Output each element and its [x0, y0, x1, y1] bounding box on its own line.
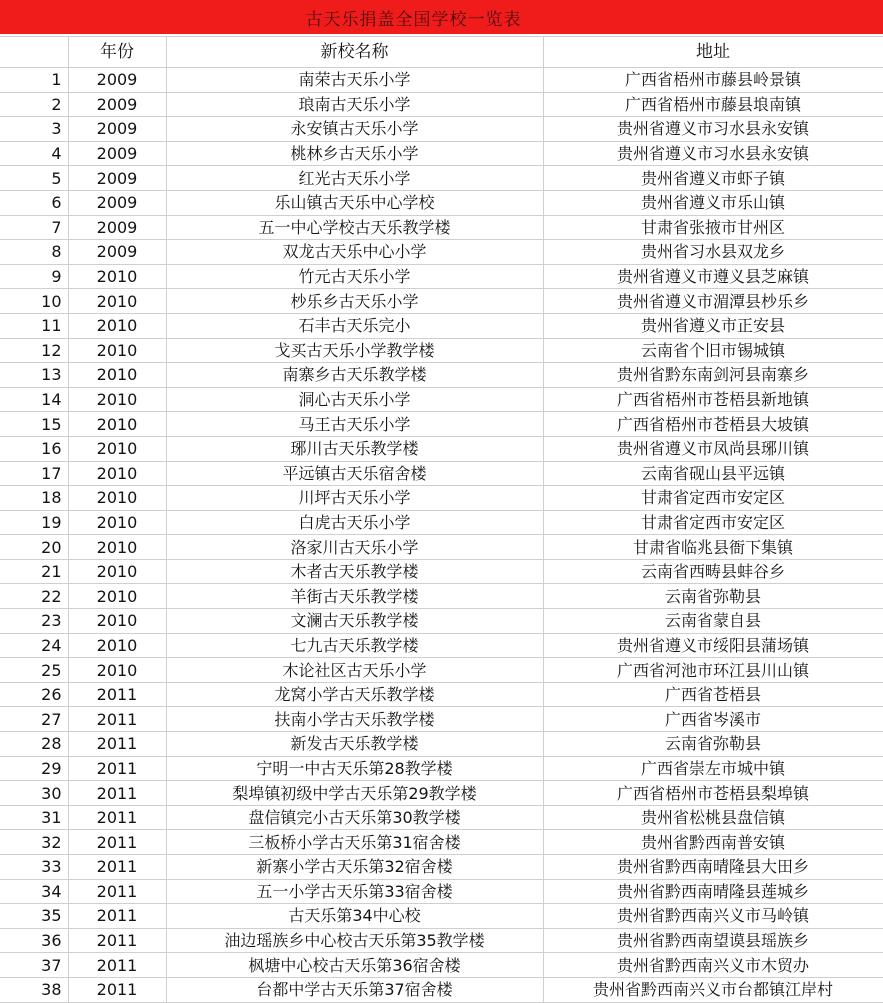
row-index: 38 [0, 977, 68, 1002]
table-row [0, 682, 883, 707]
row-index: 36 [0, 928, 68, 953]
row-year: 2010 [68, 338, 166, 363]
row-school-name: 川坪古天乐小学 [166, 486, 543, 511]
row-index: 14 [0, 387, 68, 412]
row-year: 2010 [68, 584, 166, 609]
row-year: 2009 [68, 117, 166, 142]
row-year: 2011 [68, 682, 166, 707]
row-index: 27 [0, 707, 68, 732]
row-address: 贵州省习水县双龙乡 [543, 240, 883, 265]
row-address: 甘肃省定西市安定区 [543, 510, 883, 535]
row-address: 广西省岑溪市 [543, 707, 883, 732]
row-year: 2011 [68, 928, 166, 953]
row-year: 2011 [68, 805, 166, 830]
row-year: 2010 [68, 387, 166, 412]
row-index: 25 [0, 658, 68, 683]
row-address: 贵州省遵义市遵义县芝麻镇 [543, 264, 883, 289]
row-address: 云南省蒙自县 [543, 609, 883, 634]
row-year: 2010 [68, 510, 166, 535]
row-address: 贵州省遵义市乐山镇 [543, 190, 883, 215]
header-index [0, 37, 68, 68]
row-index: 32 [0, 830, 68, 855]
row-school-name: 乐山镇古天乐中心学校 [166, 190, 543, 215]
row-school-name: 木者古天乐教学楼 [166, 559, 543, 584]
row-school-name: 七九古天乐教学楼 [166, 633, 543, 658]
row-school-name: 木论社区古天乐小学 [166, 658, 543, 683]
table-row [0, 117, 883, 142]
table-row [0, 510, 883, 535]
table-row [0, 855, 883, 880]
row-year: 2011 [68, 781, 166, 806]
row-address: 贵州省黔西南兴义市木贸办 [543, 953, 883, 978]
row-index: 31 [0, 805, 68, 830]
row-school-name: 平远镇古天乐宿舍楼 [166, 461, 543, 486]
row-year: 2011 [68, 830, 166, 855]
row-address: 贵州省遵义市习水县永安镇 [543, 141, 883, 166]
table-row [0, 658, 883, 683]
row-index: 20 [0, 535, 68, 560]
row-index: 9 [0, 264, 68, 289]
row-school-name: 枫塘中心校古天乐第36宿舍楼 [166, 953, 543, 978]
row-index: 6 [0, 190, 68, 215]
row-index: 19 [0, 510, 68, 535]
row-year: 2011 [68, 879, 166, 904]
row-address: 广西省梧州市藤县埌南镇 [543, 92, 883, 117]
row-school-name: 新发古天乐教学楼 [166, 732, 543, 757]
row-year: 2009 [68, 240, 166, 265]
row-index: 2 [0, 92, 68, 117]
row-school-name: 琅南古天乐小学 [166, 92, 543, 117]
row-address: 贵州省黔西南普安镇 [543, 830, 883, 855]
row-school-name: 南荣古天乐小学 [166, 68, 543, 93]
row-address: 贵州省遵义市虾子镇 [543, 166, 883, 191]
row-index: 30 [0, 781, 68, 806]
row-address: 贵州省遵义市湄潭县杪乐乡 [543, 289, 883, 314]
row-year: 2011 [68, 732, 166, 757]
row-index: 8 [0, 240, 68, 265]
row-school-name: 新寨小学古天乐第32宿舍楼 [166, 855, 543, 880]
table-row [0, 68, 883, 93]
row-year: 2009 [68, 166, 166, 191]
row-school-name: 五一中心学校古天乐教学楼 [166, 215, 543, 240]
table-row [0, 756, 883, 781]
row-school-name: 白虎古天乐小学 [166, 510, 543, 535]
row-school-name: 桃林乡古天乐小学 [166, 141, 543, 166]
row-year: 2011 [68, 756, 166, 781]
row-index: 37 [0, 953, 68, 978]
row-year: 2010 [68, 313, 166, 338]
table-row [0, 215, 883, 240]
row-year: 2010 [68, 633, 166, 658]
table-row [0, 732, 883, 757]
header-address: 地址 [543, 37, 883, 68]
title-bar [0, 0, 883, 34]
row-index: 22 [0, 584, 68, 609]
row-address: 广西省苍梧县 [543, 682, 883, 707]
row-address: 甘肃省定西市安定区 [543, 486, 883, 511]
row-year: 2010 [68, 461, 166, 486]
table-row [0, 141, 883, 166]
row-school-name: 琊川古天乐教学楼 [166, 436, 543, 461]
row-address: 云南省个旧市锡城镇 [543, 338, 883, 363]
row-index: 17 [0, 461, 68, 486]
row-year: 2009 [68, 215, 166, 240]
row-address: 贵州省黔西南兴义市台都镇江岸村 [543, 977, 883, 1002]
row-index: 34 [0, 879, 68, 904]
row-index: 16 [0, 436, 68, 461]
row-school-name: 羊街古天乐教学楼 [166, 584, 543, 609]
table-row [0, 781, 883, 806]
table-row [0, 92, 883, 117]
table-row [0, 879, 883, 904]
row-index: 29 [0, 756, 68, 781]
row-index: 18 [0, 486, 68, 511]
row-index: 1 [0, 68, 68, 93]
table-row [0, 461, 883, 486]
row-school-name: 马王古天乐小学 [166, 412, 543, 437]
row-year: 2009 [68, 92, 166, 117]
row-address: 贵州省黔西南兴义市马岭镇 [543, 904, 883, 929]
table-row [0, 904, 883, 929]
table-row [0, 977, 883, 1002]
row-index: 11 [0, 313, 68, 338]
row-school-name: 红光古天乐小学 [166, 166, 543, 191]
row-year: 2010 [68, 412, 166, 437]
row-address: 云南省弥勒县 [543, 732, 883, 757]
table-row [0, 190, 883, 215]
row-address: 贵州省黔西南望谟县瑶族乡 [543, 928, 883, 953]
row-index: 10 [0, 289, 68, 314]
row-school-name: 梨埠镇初级中学古天乐第29教学楼 [166, 781, 543, 806]
row-address: 贵州省遵义市正安县 [543, 313, 883, 338]
row-year: 2011 [68, 855, 166, 880]
table-row [0, 486, 883, 511]
row-year: 2011 [68, 977, 166, 1002]
row-index: 3 [0, 117, 68, 142]
row-address: 广西省梧州市苍梧县梨埠镇 [543, 781, 883, 806]
row-index: 26 [0, 682, 68, 707]
row-year: 2010 [68, 559, 166, 584]
row-address: 广西省梧州市藤县岭景镇 [543, 68, 883, 93]
row-address: 广西省梧州市苍梧县大坡镇 [543, 412, 883, 437]
table-row [0, 584, 883, 609]
table-row [0, 289, 883, 314]
table-row [0, 412, 883, 437]
row-school-name: 石丰古天乐完小 [166, 313, 543, 338]
row-year: 2010 [68, 658, 166, 683]
row-address: 贵州省遵义市绥阳县蒲场镇 [543, 633, 883, 658]
row-address: 贵州省遵义市习水县永安镇 [543, 117, 883, 142]
table-row [0, 559, 883, 584]
table-row [0, 313, 883, 338]
table-row [0, 535, 883, 560]
row-index: 33 [0, 855, 68, 880]
table-row [0, 240, 883, 265]
row-index: 28 [0, 732, 68, 757]
row-school-name: 盘信镇完小古天乐第30教学楼 [166, 805, 543, 830]
sheet-title: 古天乐捐盖全国学校一览表 [305, 9, 522, 30]
row-index: 13 [0, 363, 68, 388]
row-year: 2011 [68, 953, 166, 978]
row-year: 2010 [68, 289, 166, 314]
row-school-name: 宁明一中古天乐第28教学楼 [166, 756, 543, 781]
row-index: 12 [0, 338, 68, 363]
row-year: 2010 [68, 535, 166, 560]
row-address: 贵州省松桃县盘信镇 [543, 805, 883, 830]
row-year: 2010 [68, 436, 166, 461]
table-row [0, 436, 883, 461]
row-index: 23 [0, 609, 68, 634]
table-row [0, 166, 883, 191]
row-address: 云南省砚山县平远镇 [543, 461, 883, 486]
row-year: 2010 [68, 486, 166, 511]
row-address: 广西省河池市环江县川山镇 [543, 658, 883, 683]
header-name: 新校名称 [166, 37, 543, 68]
row-address: 贵州省黔西南晴隆县莲城乡 [543, 879, 883, 904]
row-index: 7 [0, 215, 68, 240]
row-school-name: 洞心古天乐小学 [166, 387, 543, 412]
table-row [0, 264, 883, 289]
row-address: 甘肃省临兆县衙下集镇 [543, 535, 883, 560]
row-school-name: 戈买古天乐小学教学楼 [166, 338, 543, 363]
table-row [0, 830, 883, 855]
table-row [0, 805, 883, 830]
row-address: 贵州省黔西南晴隆县大田乡 [543, 855, 883, 880]
table-row [0, 609, 883, 634]
row-index: 24 [0, 633, 68, 658]
table-row [0, 953, 883, 978]
row-school-name: 竹元古天乐小学 [166, 264, 543, 289]
school-table [0, 36, 883, 1003]
row-index: 5 [0, 166, 68, 191]
row-school-name: 洛家川古天乐小学 [166, 535, 543, 560]
row-year: 2010 [68, 363, 166, 388]
row-school-name: 双龙古天乐中心小学 [166, 240, 543, 265]
row-school-name: 南寨乡古天乐教学楼 [166, 363, 543, 388]
row-school-name: 龙窝小学古天乐教学楼 [166, 682, 543, 707]
row-index: 15 [0, 412, 68, 437]
row-year: 2009 [68, 141, 166, 166]
row-address: 广西省梧州市苍梧县新地镇 [543, 387, 883, 412]
row-school-name: 古天乐第34中心校 [166, 904, 543, 929]
row-address: 贵州省黔东南剑河县南寨乡 [543, 363, 883, 388]
row-school-name: 台都中学古天乐第37宿舍楼 [166, 977, 543, 1002]
row-year: 2010 [68, 609, 166, 634]
row-index: 4 [0, 141, 68, 166]
row-school-name: 三板桥小学古天乐第31宿舍楼 [166, 830, 543, 855]
row-year: 2009 [68, 68, 166, 93]
row-index: 35 [0, 904, 68, 929]
row-school-name: 永安镇古天乐小学 [166, 117, 543, 142]
row-address: 甘肃省张掖市甘州区 [543, 215, 883, 240]
row-address: 贵州省遵义市凤尚县琊川镇 [543, 436, 883, 461]
row-address: 广西省崇左市城中镇 [543, 756, 883, 781]
row-year: 2011 [68, 904, 166, 929]
table-row [0, 363, 883, 388]
table-row [0, 338, 883, 363]
row-address: 云南省西畴县蚌谷乡 [543, 559, 883, 584]
header-year: 年份 [68, 37, 166, 68]
row-year: 2010 [68, 264, 166, 289]
table-row [0, 707, 883, 732]
row-year: 2011 [68, 707, 166, 732]
table-row [0, 387, 883, 412]
row-school-name: 文澜古天乐教学楼 [166, 609, 543, 634]
header-row [0, 37, 883, 68]
table-row [0, 928, 883, 953]
row-school-name: 扶南小学古天乐教学楼 [166, 707, 543, 732]
row-address: 云南省弥勒县 [543, 584, 883, 609]
row-school-name: 油边瑶族乡中心校古天乐第35教学楼 [166, 928, 543, 953]
row-year: 2009 [68, 190, 166, 215]
row-index: 21 [0, 559, 68, 584]
row-school-name: 杪乐乡古天乐小学 [166, 289, 543, 314]
row-school-name: 五一小学古天乐第33宿舍楼 [166, 879, 543, 904]
table-row [0, 633, 883, 658]
